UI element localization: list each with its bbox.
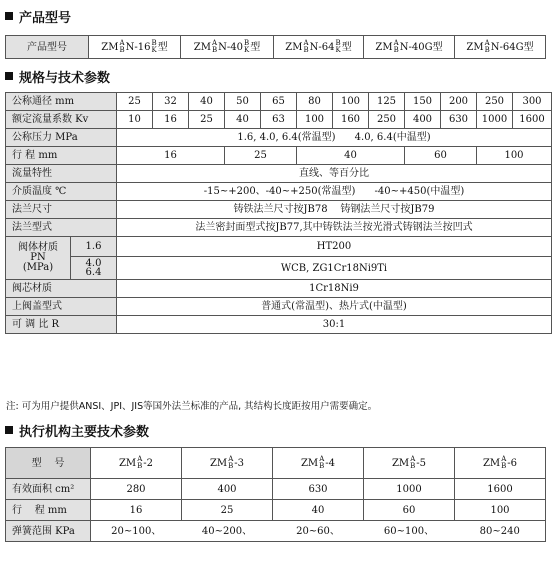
actuator-type-cell: ZM A B -5 xyxy=(364,448,455,479)
dn-cell: 65 xyxy=(261,93,297,111)
spring-label: 弹簧范围 KPa xyxy=(6,521,91,542)
spring-cell: 20~100、 xyxy=(91,521,182,542)
section-title-product-model xyxy=(5,8,71,24)
flange-type-value: 法兰密封面型式按JB77,其中铸铁法兰按光滑式铸钢法兰按凹式 xyxy=(117,219,552,237)
area-cell: 1000 xyxy=(364,479,455,500)
dn-label: 公称通径 mm xyxy=(6,93,117,111)
body-material-2: WCB, ZG1Cr18Ni9Ti xyxy=(117,257,552,280)
kv-cell: 400 xyxy=(405,111,441,129)
stroke-cell: 60 xyxy=(405,147,477,165)
footnote: 注: 可为用户提供ANSI、JPI、JIS等国外法兰标准的产品, 其结构长度距按用户需要确定。 xyxy=(6,401,378,412)
ratio-value: 30:1 xyxy=(117,316,552,334)
kv-cell: 1600 xyxy=(513,111,552,129)
dn-cell: 150 xyxy=(405,93,441,111)
spring-cell: 60~100、 xyxy=(364,521,455,542)
spring-cell: 20~60、 xyxy=(273,521,364,542)
model-cell-2: ZM A B N-64 B K 型 xyxy=(274,36,364,59)
kv-cell: 10 xyxy=(117,111,153,129)
dn-cell: 40 xyxy=(189,93,225,111)
flange-label: 法兰尺寸 xyxy=(6,201,117,219)
stroke-cell: 25 xyxy=(225,147,297,165)
model-cell-3: ZM A B N-40G型 xyxy=(364,36,455,59)
kv-cell: 25 xyxy=(189,111,225,129)
stroke-cell: 100 xyxy=(477,147,552,165)
section-title-text: 执行机构主要技术参数 xyxy=(19,424,150,440)
actuator-stroke-cell: 60 xyxy=(364,500,455,521)
model-cell-4: ZM A B N-64G型 xyxy=(455,36,546,59)
area-cell: 1600 xyxy=(455,479,546,500)
bullet-square-icon xyxy=(5,12,13,20)
pn-value: 1.6, 4.0, 6.4(常温型) 4.0, 6.4(中温型) xyxy=(117,129,552,147)
section-title-actuator xyxy=(5,422,149,438)
kv-cell: 160 xyxy=(333,111,369,129)
actuator-type-label: 型 号 xyxy=(6,448,91,479)
dn-cell: 80 xyxy=(297,93,333,111)
model-cell-1: ZM A B N-40 B K 型 xyxy=(181,36,274,59)
section-title-text: 规格与技术参数 xyxy=(19,70,111,86)
body-pn-2: 4.0 6.4 xyxy=(71,257,117,280)
dn-cell: 25 xyxy=(117,93,153,111)
dn-cell: 32 xyxy=(153,93,189,111)
kv-cell: 100 xyxy=(297,111,333,129)
stroke-cell: 16 xyxy=(117,147,225,165)
stroke-cell: 40 xyxy=(297,147,405,165)
bullet-square-icon xyxy=(5,72,13,80)
bonnet-label: 上阀盖型式 xyxy=(6,298,117,316)
pn-label: 公称压力 MPa xyxy=(6,129,117,147)
spring-cell: 80~240 xyxy=(455,521,546,542)
flow-label: 流量特性 xyxy=(6,165,117,183)
kv-cell: 1000 xyxy=(477,111,513,129)
core-label: 阀芯材质 xyxy=(6,280,117,298)
model-cell-0: ZM A B N-16 B K 型 xyxy=(89,36,181,59)
body-pn-1: 1.6 xyxy=(71,237,117,257)
flow-value: 直线、等百分比 xyxy=(117,165,552,183)
stroke-label: 行 程 mm xyxy=(6,147,117,165)
actuator-stroke-cell: 40 xyxy=(273,500,364,521)
flange-value: 铸铁法兰尺寸按JB78 铸钢法兰尺寸按JB79 xyxy=(117,201,552,219)
core-value: 1Cr18Ni9 xyxy=(117,280,552,298)
model-table xyxy=(5,35,546,59)
actuator-type-cell: ZM A B -6 xyxy=(455,448,546,479)
body-material-label: 阀体材质 PN (MPa) xyxy=(6,237,71,280)
kv-cell: 16 xyxy=(153,111,189,129)
flange-type-label: 法兰型式 xyxy=(6,219,117,237)
dn-cell: 200 xyxy=(441,93,477,111)
temp-label: 介质温度 ℃ xyxy=(6,183,117,201)
kv-cell: 630 xyxy=(441,111,477,129)
dn-cell: 100 xyxy=(333,93,369,111)
kv-cell: 40 xyxy=(225,111,261,129)
area-cell: 400 xyxy=(182,479,273,500)
area-label: 有效面积 cm² xyxy=(6,479,91,500)
actuator-stroke-cell: 25 xyxy=(182,500,273,521)
actuator-stroke-cell: 16 xyxy=(91,500,182,521)
bonnet-value: 普通式(常温型)、热片式(中温型) xyxy=(117,298,552,316)
bullet-square-icon xyxy=(5,426,13,434)
temp-value: -15~+200、-40~+250(常温型) -40~+450(中温型) xyxy=(117,183,552,201)
kv-label: 额定流量系数 Kv xyxy=(6,111,117,129)
actuator-stroke-cell: 100 xyxy=(455,500,546,521)
dn-cell: 250 xyxy=(477,93,513,111)
actuator-type-cell: ZM A B -3 xyxy=(182,448,273,479)
spec-table xyxy=(5,92,552,334)
kv-cell: 250 xyxy=(369,111,405,129)
area-cell: 630 xyxy=(273,479,364,500)
actuator-type-cell: ZM A B -2 xyxy=(91,448,182,479)
kv-cell: 63 xyxy=(261,111,297,129)
actuator-type-cell: ZM A B -4 xyxy=(273,448,364,479)
area-cell: 280 xyxy=(91,479,182,500)
actuator-stroke-label: 行 程 mm xyxy=(6,500,91,521)
ratio-label: 可 调 比 R xyxy=(6,316,117,334)
model-label: 产品型号 xyxy=(6,36,89,59)
dn-cell: 125 xyxy=(369,93,405,111)
dn-cell: 300 xyxy=(513,93,552,111)
section-title-text: 产品型号 xyxy=(19,10,72,26)
actuator-table xyxy=(5,447,546,542)
body-material-1: HT200 xyxy=(117,237,552,257)
section-title-spec xyxy=(5,68,110,84)
dn-cell: 50 xyxy=(225,93,261,111)
spring-cell: 40~200、 xyxy=(182,521,273,542)
